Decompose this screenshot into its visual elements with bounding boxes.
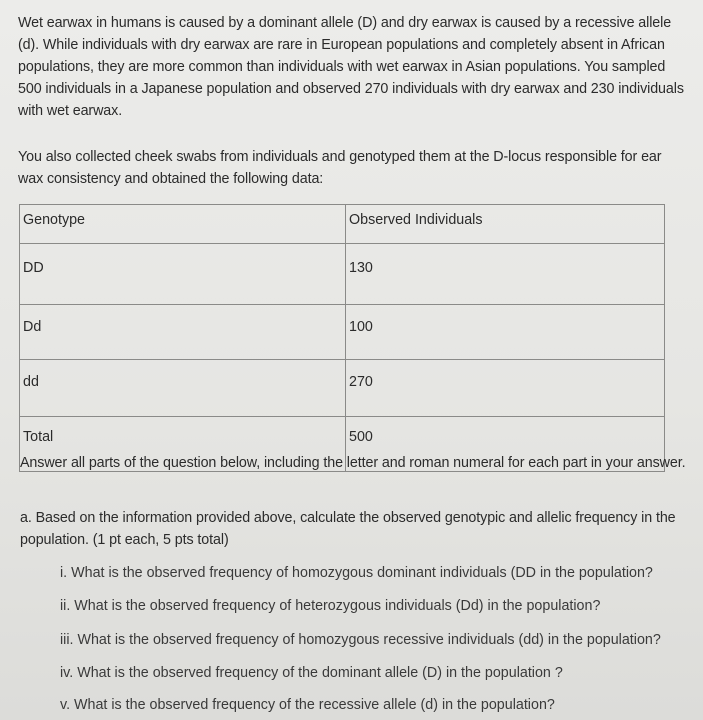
- question-ii: ii. What is the observed frequency of heterozygous individuals (Dd) in the population?: [60, 598, 601, 614]
- part-a-prompt: a. Based on the information provided above, calculate the observed genotypic and allelic frequency in the population. (1 pt each, 5 pts total): [20, 510, 676, 548]
- table-row: [20, 244, 665, 305]
- observed-cell: 100: [346, 305, 665, 360]
- intro-paragraph: Wet earwax in humans is caused by a dominant allele (D) and dry earwax is caused by a recessive allele (d). While individuals with dry earwax are rare in European populations and completely absent in African populations, they are more common than individuals with wet earwax in Asian populations. You sampled 500 individuals in a Japanese population and observed 270 individuals with dry earwax and 230 individuals with wet earwax.: [18, 15, 684, 119]
- answer-instructions: Answer all parts of the question below, including the letter and roman numeral for each part in your answer.: [20, 455, 686, 471]
- genotype-cell: Dd: [20, 305, 346, 360]
- question-v: v. What is the observed frequency of the recessive allele (d) in the population?: [60, 697, 555, 713]
- table-row: [20, 305, 665, 360]
- question-iv: iv. What is the observed frequency of the dominant allele (D) in the population ?: [60, 665, 563, 681]
- observed-cell: 130: [346, 244, 665, 305]
- observed-cell: 500: [346, 417, 665, 472]
- table-header-row: [20, 205, 665, 244]
- table-row: [20, 360, 665, 417]
- question-i: i. What is the observed frequency of homozygous dominant individuals (DD in the population?: [60, 565, 653, 581]
- data-collection-paragraph: You also collected cheek swabs from individuals and genotyped them at the D-locus responsible for ear wax consistency and obtained the following data:: [18, 149, 662, 187]
- genotype-cell: DD: [20, 244, 346, 305]
- genotype-table: [19, 204, 665, 472]
- observed-column-header: Observed Individuals: [346, 205, 665, 244]
- observed-cell: 270: [346, 360, 665, 417]
- question-iii: iii. What is the observed frequency of homozygous recessive individuals (dd) in the population?: [60, 632, 661, 648]
- genotype-column-header: Genotype: [20, 205, 346, 244]
- genotype-cell: dd: [20, 360, 346, 417]
- genotype-cell: Total: [20, 417, 346, 472]
